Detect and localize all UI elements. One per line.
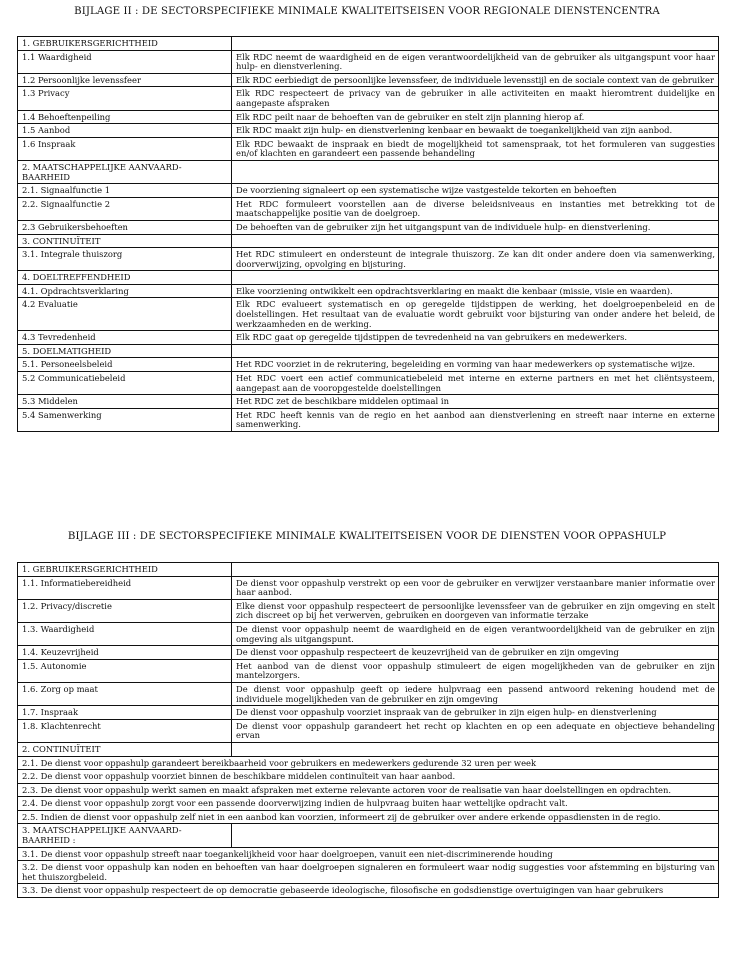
table-row — [18, 756, 719, 770]
criterion-description — [232, 742, 719, 756]
criterion-description — [232, 271, 719, 285]
criterion-description: Elke voorziening ontwikkelt een opdrachtsverklaring en maakt die kenbaar (missie, visie en waarden). — [232, 284, 719, 298]
full-width-cell: 3.2. De dienst voor oppashulp kan noden en behoeften van haar doelgroepen signaleren en formuleert waar nodig suggesties voor afstemming en bijsturing van het thuiszorgbeleid. — [18, 861, 719, 884]
full-width-cell: 2.4. De dienst voor oppashulp zorgt voor een passende doorverwijzing indien de hulpvraag buiten haar wettelijke opdracht valt. — [18, 797, 719, 811]
criterion-label: 1.2 Persoonlijke levenssfeer — [18, 73, 232, 87]
criterion-description: Elk RDC evalueert systematisch en op geregelde tijdstippen de werking, het doelgroepenbeleid en de doelstellingen. Het resultaat van de evaluatie wordt gebruikt voor bijsturing van onder andere het beleid, de werkzaamheden en de werking. — [232, 298, 719, 331]
criterion-label: 1.8. Klachtenrecht — [18, 719, 232, 742]
annex-3-table — [17, 562, 719, 898]
criterion-label: 1.4. Keuzevrijheid — [18, 646, 232, 660]
criterion-description — [232, 37, 719, 51]
full-width-cell: 3.3. De dienst voor oppashulp respecteert de op democratie gebaseerde ideologische, filosofische en godsdienstige overtuigingen van haar gebruikers — [18, 884, 719, 898]
full-width-cell: 3.1. De dienst voor oppashulp streeft naar toegankelijkheid voor haar doelgroepen, vanuit een niet-discriminerende houding — [18, 847, 719, 861]
criterion-label: 1.5 Aanbod — [18, 124, 232, 138]
criterion-description: Het RDC heeft kennis van de regio en het aanbod aan dienstverlening en streeft naar interne en externe samenwerking. — [232, 408, 719, 431]
table-row — [18, 847, 719, 861]
table-row — [18, 576, 719, 599]
section-heading: 1. GEBRUIKERSGERICHTHEID — [18, 37, 232, 51]
criterion-description: Het RDC voert een actief communicatiebeleid met interne en externe partners en met het cliëntsysteem, aangepast aan de vooropgestelde doelstellingen — [232, 372, 719, 395]
criterion-label: 4.2 Evaluatie — [18, 298, 232, 331]
table-row — [18, 408, 719, 431]
section-header-row — [18, 234, 719, 248]
criterion-label: 5.2 Communicatiebeleid — [18, 372, 232, 395]
table-row — [18, 358, 719, 372]
section-heading: 2. MAATSCHAPPELIJKE AANVAARD-BAARHEID — [18, 160, 232, 183]
criterion-label: 5.1. Personeelsbeleid — [18, 358, 232, 372]
full-width-cell: 2.5. Indien de dienst voor oppashulp zelf niet in een aanbod kan voorzien, informeert zij de gebruiker over andere erkende oppasdiensten in de regio. — [18, 810, 719, 824]
annex-2-title: BIJLAGE II : DE SECTORSPECIFIEKE MINIMALE KWALITEITSEISEN VOOR REGIONALE DIENSTENCENTRA — [74, 6, 660, 17]
table-row — [18, 298, 719, 331]
criterion-description: De dienst voor oppashulp geeft op iedere hulpvraag een passend antwoord rekening houdend met de individuele mogelijkheden van de gebruiker en zijn omgeving — [232, 682, 719, 705]
table-row — [18, 783, 719, 797]
criterion-description — [232, 160, 719, 183]
table-row — [18, 184, 719, 198]
criterion-description: De dienst voor oppashulp neemt de waardigheid en de eigen verantwoordelijkheid van de gebruiker en zijn omgeving als uitgangspunt. — [232, 622, 719, 645]
section-header-row — [18, 271, 719, 285]
criterion-label: 5.3 Middelen — [18, 395, 232, 409]
criterion-label: 1.6 Inspraak — [18, 137, 232, 160]
criterion-label: 3.1. Integrale thuiszorg — [18, 248, 232, 271]
criterion-description: Elk RDC maakt zijn hulp- en dienstverlening kenbaar en bewaakt de toegankelijkheid van zijn aanbod. — [232, 124, 719, 138]
criterion-description: Elk RDC eerbiedigt de persoonlijke levenssfeer, de individuele levensstijl en de sociale context van de gebruiker — [232, 73, 719, 87]
criterion-label: 5.4 Samenwerking — [18, 408, 232, 431]
section-heading: 5. DOELMATIGHEID — [18, 344, 232, 358]
section-header-row — [18, 344, 719, 358]
table-row — [18, 220, 719, 234]
full-width-cell: 2.1. De dienst voor oppashulp garandeert bereikbaarheid voor gebruikers en medewerkers gedurende 32 uren per week — [18, 756, 719, 770]
criterion-description: Elk RDC respecteert de privacy van de gebruiker in alle activiteiten en maakt hieromtrent duidelijke en aangepaste afspraken — [232, 87, 719, 110]
table-row — [18, 124, 719, 138]
criterion-description — [232, 344, 719, 358]
table-row — [18, 797, 719, 811]
table-row — [18, 719, 719, 742]
table-row — [18, 110, 719, 124]
criterion-description: Het RDC voorziet in de rekrutering, begeleiding en vorming van haar medewerkers op systematische wijze. — [232, 358, 719, 372]
table-row — [18, 137, 719, 160]
section-heading: 1. GEBRUIKERSGERICHTHEID — [18, 563, 232, 577]
table-row — [18, 50, 719, 73]
table-row — [18, 284, 719, 298]
section-heading: 4. DOELTREFFENDHEID — [18, 271, 232, 285]
criterion-description: De dienst voor oppashulp respecteert de keuzevrijheid van de gebruiker en zijn omgeving — [232, 646, 719, 660]
criterion-label: 1.1. Informatiebereidheid — [18, 576, 232, 599]
section-heading: 3. MAATSCHAPPELIJKE AANVAARD-BAARHEID : — [18, 824, 232, 847]
criterion-label: 1.7. Inspraak — [18, 706, 232, 720]
criterion-label: 2.2. Signaalfunctie 2 — [18, 197, 232, 220]
annex-3-title: BIJLAGE III : DE SECTORSPECIFIEKE MINIMALE KWALITEITSEISEN VOOR DE DIENSTEN VOOR OPPASHULP — [67, 531, 667, 542]
criterion-description: De behoeften van de gebruiker zijn het uitgangspunt van de individuele hulp- en dienstverlening. — [232, 220, 719, 234]
criterion-description — [232, 234, 719, 248]
full-width-cell: 2.3. De dienst voor oppashulp werkt samen en maakt afspraken met externe relevante actoren voor de realisatie van haar doelstellingen en opdrachten. — [18, 783, 719, 797]
criterion-description: Het RDC formuleert voorstellen aan de diverse beleidsniveaus en instanties met betrekking tot de maatschappelijke positie van de doelgroep. — [232, 197, 719, 220]
table-row — [18, 622, 719, 645]
criterion-description: Elk RDC bewaakt de inspraak en biedt de mogelijkheid tot samenspraak, tot het formuleren van suggesties en/of klachten en garandeert een passende behandeling — [232, 137, 719, 160]
table-row — [18, 810, 719, 824]
criterion-description: Elk RDC neemt de waardigheid en de eigen verantwoordelijkheid van de gebruiker als uitgangspunt voor haar hulp- en dienstverlening. — [232, 50, 719, 73]
table-row — [18, 884, 719, 898]
criterion-description: Het aanbod van de dienst voor oppashulp stimuleert de eigen mogelijkheden van de gebruiker en zijn mantelzorgers. — [232, 659, 719, 682]
criterion-label: 1.4 Behoeftenpeiling — [18, 110, 232, 124]
section-header-row — [18, 742, 719, 756]
table-row — [18, 372, 719, 395]
criterion-label: 1.2. Privacy/discretie — [18, 599, 232, 622]
table-row — [18, 682, 719, 705]
table-row — [18, 659, 719, 682]
table-row — [18, 861, 719, 884]
criterion-label: 2.3 Gebruikersbehoeften — [18, 220, 232, 234]
criterion-label: 1.5. Autonomie — [18, 659, 232, 682]
table-row — [18, 599, 719, 622]
criterion-description — [232, 563, 719, 577]
table-row — [18, 248, 719, 271]
criterion-description: De dienst voor oppashulp voorziet inspraak van de gebruiker in zijn eigen hulp- en dienstverlening — [232, 706, 719, 720]
section-heading: 3. CONTINUÏTEIT — [18, 234, 232, 248]
criterion-description: Het RDC stimuleert en ondersteunt de integrale thuiszorg. Ze kan dit onder andere doen via samenwerking, doorverwijzing, opvolging en bijsturing. — [232, 248, 719, 271]
criterion-label: 1.1 Waardigheid — [18, 50, 232, 73]
table-row — [18, 646, 719, 660]
annex-2-table — [17, 36, 719, 432]
criterion-label: 2.1. Signaalfunctie 1 — [18, 184, 232, 198]
table-row — [18, 331, 719, 345]
full-width-cell: 2.2. De dienst voor oppashulp voorziet binnen de beschikbare middelen continuïteit van haar aanbod. — [18, 770, 719, 784]
criterion-description: Het RDC zet de beschikbare middelen optimaal in — [232, 395, 719, 409]
criterion-description: Elk RDC peilt naar de behoeften van de gebruiker en stelt zijn planning hierop af. — [232, 110, 719, 124]
section-header-row — [18, 824, 719, 847]
criterion-description: De dienst voor oppashulp verstrekt op een voor de gebruiker en verwijzer verstaanbare manier informatie over haar aanbod. — [232, 576, 719, 599]
criterion-description — [232, 824, 719, 847]
table-row — [18, 770, 719, 784]
criterion-description: De voorziening signaleert op een systematische wijze vastgestelde tekorten en behoeften — [232, 184, 719, 198]
criterion-label: 1.6. Zorg op maat — [18, 682, 232, 705]
criterion-label: 4.3 Tevredenheid — [18, 331, 232, 345]
criterion-description: Elke dienst voor oppashulp respecteert de persoonlijke levenssfeer van de gebruiker en zijn omgeving en stelt zich discreet op bij het verwerven, gebruiken en doorgeven van informatie terzake — [232, 599, 719, 622]
table-row — [18, 197, 719, 220]
section-header-row — [18, 37, 719, 51]
criterion-label: 4.1. Opdrachtsverklaring — [18, 284, 232, 298]
criterion-label: 1.3 Privacy — [18, 87, 232, 110]
criterion-label: 1.3. Waardigheid — [18, 622, 232, 645]
section-heading: 2. CONTINUÏTEIT — [18, 742, 232, 756]
table-row — [18, 395, 719, 409]
section-header-row — [18, 160, 719, 183]
criterion-description: Elk RDC gaat op geregelde tijdstippen de tevredenheid na van gebruikers en medewerkers. — [232, 331, 719, 345]
criterion-description: De dienst voor oppashulp garandeert het recht op klachten en op een adequate en objectieve behandeling ervan — [232, 719, 719, 742]
table-row — [18, 73, 719, 87]
table-row — [18, 706, 719, 720]
table-row — [18, 87, 719, 110]
section-header-row — [18, 563, 719, 577]
